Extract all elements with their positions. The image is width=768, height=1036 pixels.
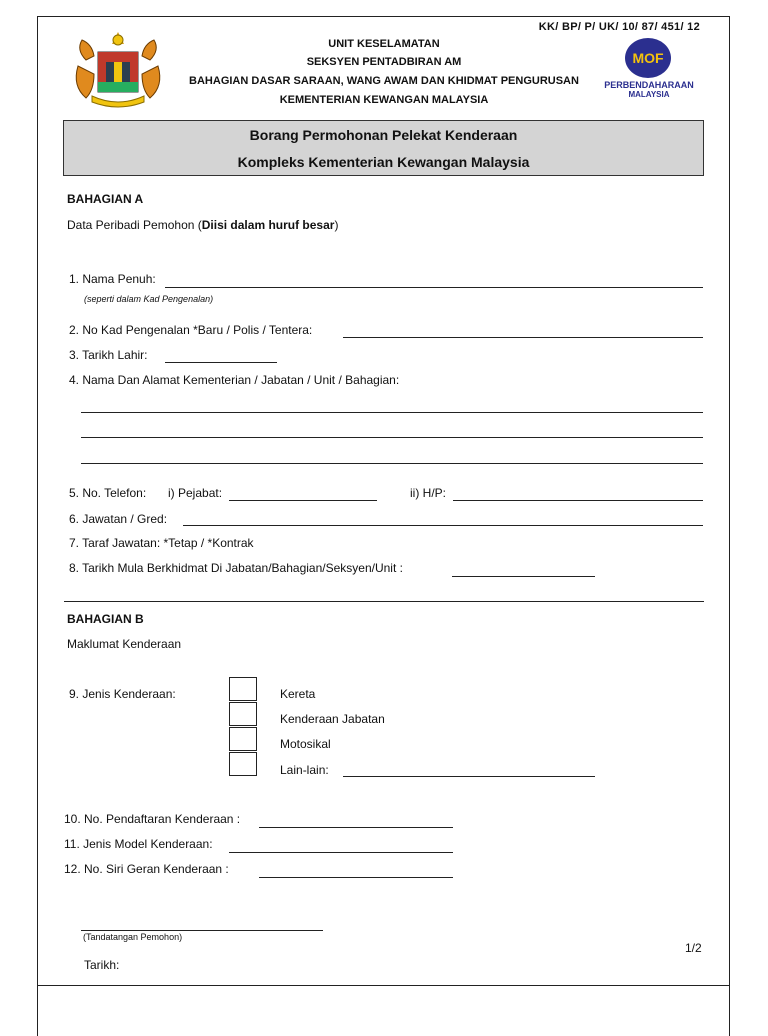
header-line-4: KEMENTERIAN KEWANGAN MALAYSIA (279, 94, 489, 106)
address-line-1-field[interactable] (81, 412, 703, 413)
footer-divider (37, 985, 730, 986)
q6-label: 6. Jawatan / Gred: (69, 512, 168, 526)
office-phone-field[interactable] (229, 500, 377, 501)
address-line-2-field[interactable] (81, 437, 703, 438)
other-vehicle-field[interactable] (343, 776, 595, 777)
option-lain-lain-label: Lain-lain: (280, 763, 329, 777)
q11-label: 11. Jenis Model Kenderaan: (64, 837, 213, 851)
header-line-3: BAHAGIAN DASAR SARAAN, WANG AWAM DAN KHIDMAT PENGURUSAN (189, 75, 579, 87)
q8-label: 8. Tarikh Mula Berkhidmat Di Jabatan/Bahagian/Seksyen/Unit : (69, 561, 403, 575)
logo-caption-1: PERBENDAHARAAN (604, 80, 694, 90)
ic-number-field[interactable] (343, 337, 703, 338)
signature-label: (Tandatangan Pemohon) (83, 932, 183, 942)
option-kereta-label: Kereta (280, 687, 316, 701)
header-line-2: SEKSYEN PENTADBIRAN AM (306, 56, 462, 68)
q5-label: 5. No. Telefon: (69, 486, 147, 500)
q5-office-label: i) Pejabat: (168, 486, 223, 500)
section-a-heading: BAHAGIAN A (67, 192, 144, 206)
grant-serial-field[interactable] (259, 877, 453, 878)
form-title-line-1: Borang Permohonan Pelekat Kenderaan (249, 127, 518, 143)
option-kenderaan-jabatan-label: Kenderaan Jabatan (280, 712, 385, 726)
mobile-phone-field[interactable] (453, 500, 703, 501)
perbendaharaan-logo (597, 38, 701, 100)
form-title-box (63, 120, 704, 176)
logo-caption-2: MALAYSIA (628, 90, 670, 99)
birth-date-field[interactable] (165, 362, 277, 363)
date-label: Tarikh: (84, 958, 120, 972)
q1-label: 1. Nama Penuh: (69, 272, 156, 286)
q7-label: 7. Taraf Jawatan: *Tetap / *Kontrak (69, 536, 254, 550)
reference-number: KK/ BP/ P/ UK/ 10/ 87/ 451/ 12 (538, 21, 700, 33)
registration-number-field[interactable] (259, 827, 453, 828)
q5-mobile-label: ii) H/P: (410, 486, 446, 500)
form-title-line-2: Kompleks Kementerian Kewangan Malaysia (237, 154, 530, 170)
q1-note: (seperti dalam Kad Pengenalan) (84, 294, 214, 304)
checkbox-lain-lain[interactable] (229, 752, 257, 776)
q3-label: 3. Tarikh Lahir: (69, 348, 148, 362)
q4-label: 4. Nama Dan Alamat Kementerian / Jabatan / Unit / Bahagian: (69, 373, 400, 387)
option-motosikal-label: Motosikal (280, 737, 331, 751)
section-b-heading: BAHAGIAN B (67, 612, 144, 626)
position-grade-field[interactable] (183, 525, 703, 526)
section-divider (64, 601, 704, 602)
service-start-date-field[interactable] (452, 576, 595, 577)
checkbox-kenderaan-jabatan[interactable] (229, 702, 257, 726)
vehicle-model-field[interactable] (229, 852, 453, 853)
q2-label: 2. No Kad Pengenalan *Baru / Polis / Tentera: (69, 323, 313, 337)
section-a-intro: Data Peribadi Pemohon (Diisi dalam huruf besar) (67, 218, 339, 232)
q9-label: 9. Jenis Kenderaan: (69, 687, 176, 701)
header-line-1: UNIT KESELAMATAN (328, 38, 440, 50)
q10-label: 10. No. Pendaftaran Kenderaan : (64, 812, 241, 826)
q12-label: 12. No. Siri Geran Kenderaan : (64, 862, 229, 876)
section-b-intro: Maklumat Kenderaan (67, 637, 182, 651)
checkbox-motosikal[interactable] (229, 727, 257, 751)
signature-field[interactable] (81, 930, 323, 931)
full-name-field[interactable] (165, 287, 703, 288)
checkbox-kereta[interactable] (229, 677, 257, 701)
address-line-3-field[interactable] (81, 463, 703, 464)
page-number: 1/2 (685, 941, 702, 955)
mof-logo-icon: MOF (625, 38, 671, 78)
